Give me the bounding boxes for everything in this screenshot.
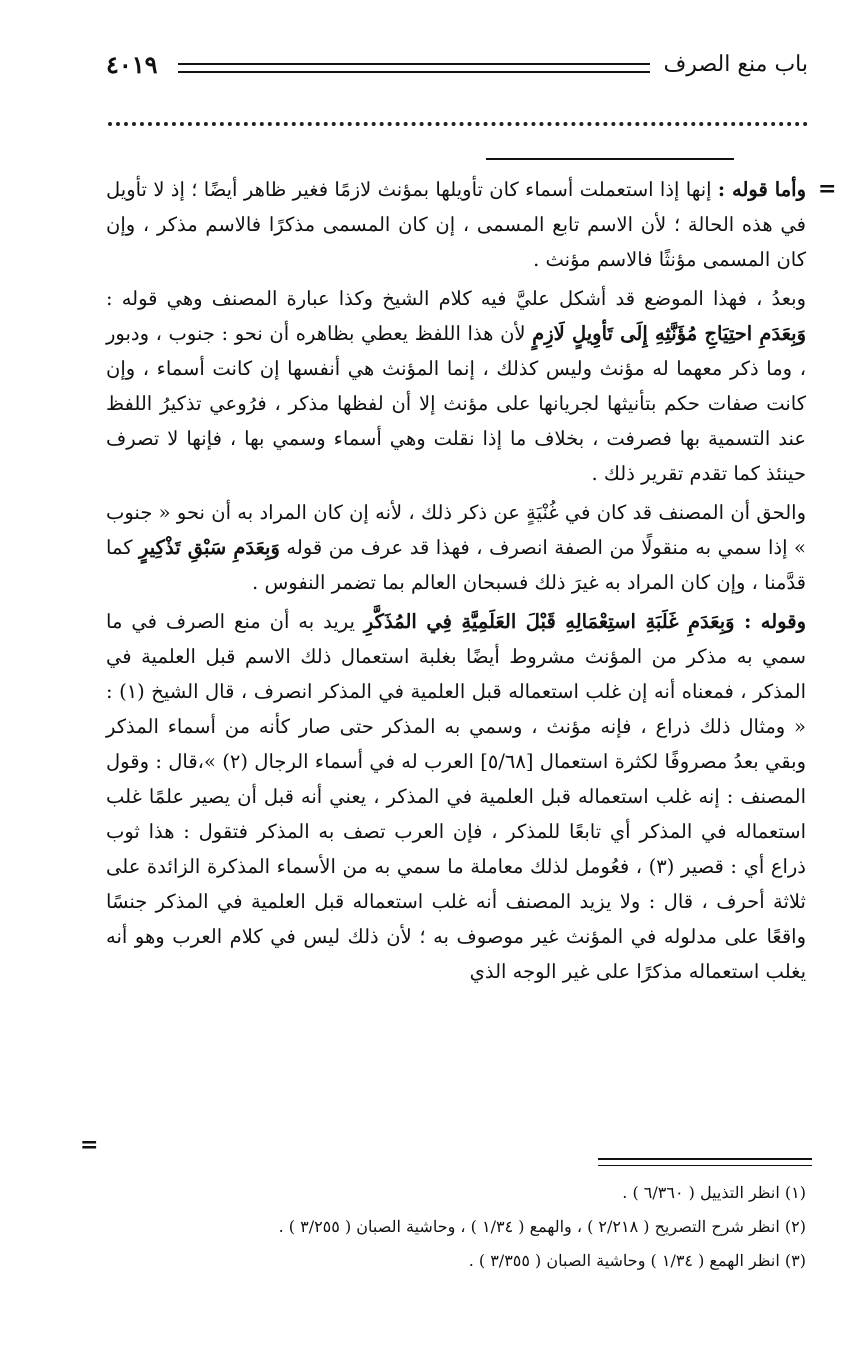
footnotes — [106, 1176, 806, 1278]
paragraph-text: إنها إذا استعملت أسماء كان تأويلها بمؤنث لازمًا فغير ظاهر أيضًا ؛ إذ لا تأويل في هذه الحالة ؛ لأن الاسم تابع المسمى ، إن كان المسمى مذكرًا فالاسم مذكر ، وإن كان المسمى مؤنثًا فالاسم مؤنث . — [106, 178, 806, 271]
paragraph-lead: وأما قوله : — [717, 178, 806, 201]
continuation-rule — [486, 158, 734, 160]
footnote-3: (٣) انظر الهمع ( ١/٣٤ ) وحاشية الصبان ( ٣/٣٥٥ ) . — [468, 1251, 806, 1270]
main-text — [106, 172, 806, 989]
page-header — [106, 48, 808, 88]
paragraph-text: وبعدُ ، فهذا الموضع قد أشكل عليَّ فيه كلام الشيخ وكذا عبارة المصنف وهي قوله : — [106, 287, 806, 310]
footnote-1: (١) انظر التذييل ( ٦/٣٦٠ ) . — [622, 1183, 806, 1202]
dotted-separator — [108, 122, 808, 126]
page-number: ٤٠١٩ — [106, 50, 158, 79]
footnote-2: (٢) انظر شرح التصريح ( ٢/٢١٨ ) ، والهمع ( ١/٣٤ ) ، وحاشية الصبان ( ٣/٢٥٥ ) . — [278, 1217, 806, 1236]
header-double-rule — [178, 63, 650, 73]
paragraph-text: يريد به أن منع الصرف في ما سمي به مذكر من المؤنث مشروط أيضًا بغلبة استعمال ذلك الاسم قبل العلمية في المذكر ، فمعناه أنه إن غلب استعماله قبل العلمية في المذكر انصرف ، قال الشيخ (١) : « ومثال ذلك ذراع ، فإنه مؤنث ، وسمي به المذكر حتى صار كأنه من أسماء المذكر وبقي بعدُ مصروفًا لكثرة استعمال [٥/٦٨] العرب له في أسماء الرجال (٢) »،قال : وقول المصنف : إنه غلب استعماله قبل العلمية في المذكر ، يعني أنه قبل أن يصير علمًا غلب استعماله في المذكر أي تابعًا للمذكر ، فإن العرب تصف به المذكر فتقول : هذا ثوب ذراع أي : قصير (٣) ، فعُومل لذلك معاملة ما سمي به من الأسماء المذكرة الزائدة على ثلاثة أحرف ، قال : ولا يزيد المصنف أنه غلب استعماله قبل العلمية في المذكر جنسًا واقعًا على مدلوله في المؤنث غير موصوف به ؛ لأن ذلك ليس في كلام العرب وهو أنه يغلب استعماله مذكرًا على غير الوجه الذي — [106, 610, 806, 983]
running-title: باب منع الصرف — [663, 52, 808, 77]
footnote-rule — [598, 1158, 812, 1166]
continuation-mark-bottom: = — [80, 1132, 99, 1158]
paragraph-2 — [106, 281, 806, 491]
quoted-phrase: وَبِعَدَمِ احتِيَاجِ مُؤَنَّثِهِ إِلَى تَأوِيلٍ لَازِمٍ — [532, 322, 806, 345]
paragraph-text: لأن هذا اللفظ يعطي بظاهره أن نحو : جنوب ، ودبور ، وما ذكر معهما له مؤنث وليس كذلك ، إنما المؤنث هي أنفسها إن كانت أسماء ، وإن كانت صفات حكم بتأنيثها لجريانها على مؤنث إلا أن لفظها مذكر ، فرُوعي تذكيرُ اللفظ عند التسمية بها فصرفت ، بخلاف ما إذا نقلت وهي أسماء وسمي بها ، فإنها لا تصرف حينئذ كما تقدم تقرير ذلك . — [106, 322, 806, 485]
paragraph-1 — [106, 172, 806, 277]
quoted-phrase: وَبِعَدَمِ غَلَبَةِ استِعْمَالِهِ قَبْلَ العَلَمِيَّةِ فِي المُذَكَّرِ — [363, 610, 735, 633]
paragraph-text: والحق أن المصنف قد كان في غُنْيَةٍ عن ذكر ذلك ، لأنه إن كان المراد به أن نحو « جنوب » إذا سمي به منقولًا من الصفة انصرف ، فهذا قد عرف من قوله — [106, 501, 806, 559]
paragraph-lead: وقوله : — [734, 610, 806, 633]
paragraph-3 — [106, 495, 806, 600]
continuation-mark-top: = — [818, 176, 837, 202]
paragraph-4 — [106, 604, 806, 989]
quoted-phrase: وَبِعَدَمِ سَبْقِ تَذْكِيرٍ — [139, 536, 280, 559]
paragraph-text: كما قدَّمنا ، وإن كان المراد به غيرَ ذلك فسبحان العالم بما تضمر النفوس . — [106, 536, 806, 594]
